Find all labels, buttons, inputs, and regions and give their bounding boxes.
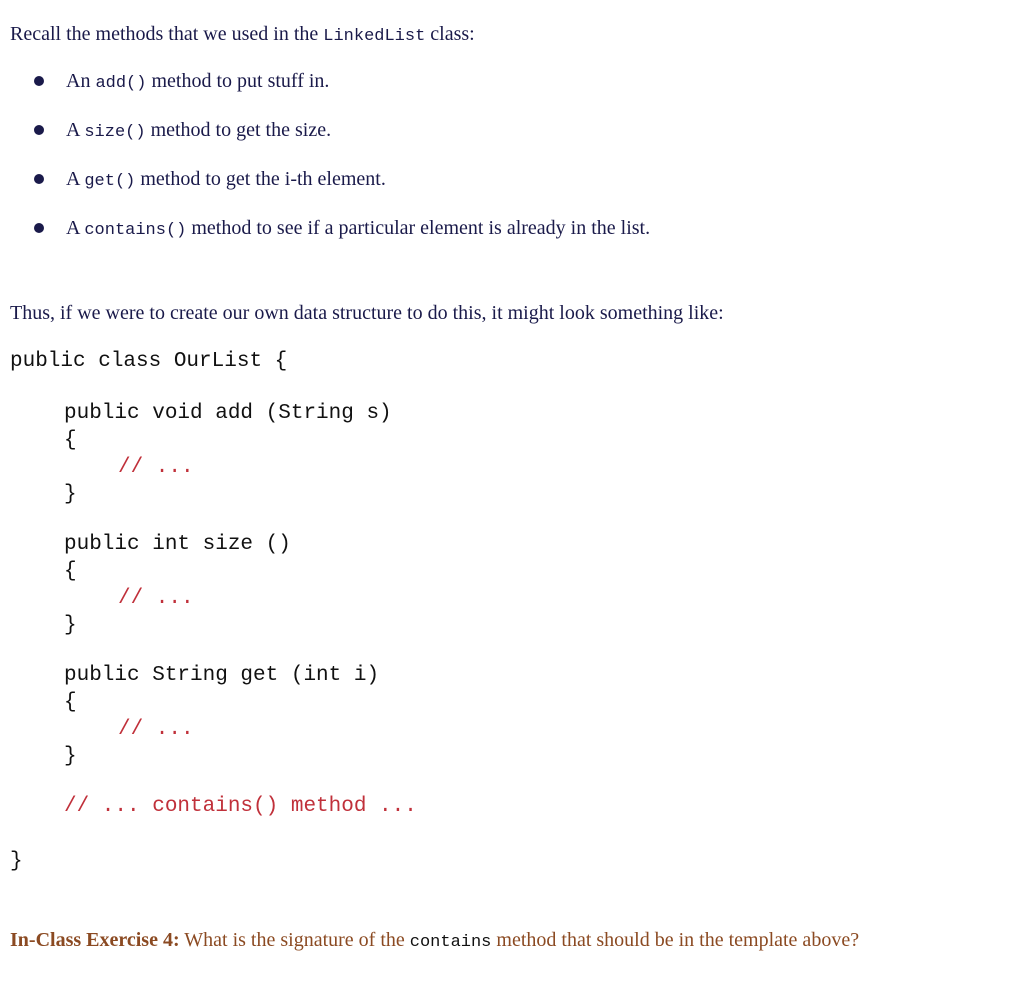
code-comment: // ...	[118, 718, 194, 741]
method-text-before: A	[66, 217, 85, 239]
thus-paragraph: Thus, if we were to create our own data structure to do this, it might look something like:	[10, 302, 724, 324]
code-close-brace: }	[64, 745, 77, 768]
method-text-before: A	[66, 168, 85, 190]
exercise-paragraph	[10, 926, 859, 957]
intro-code-linkedlist: LinkedList	[323, 27, 426, 46]
exercise-label: In-Class Exercise 4:	[10, 929, 180, 951]
method-text-before: A	[66, 119, 85, 141]
code-class-close-brace: }	[10, 850, 23, 873]
code-close-brace: }	[64, 614, 77, 637]
code-get-signature: public String get (int i)	[64, 664, 380, 687]
method-code: contains()	[84, 221, 187, 240]
method-text-after: method to get the i-th element.	[135, 168, 386, 190]
code-comment: // ...	[118, 456, 194, 479]
method-code: size()	[84, 123, 146, 142]
method-text-after: method to see if a particular element is already in the list.	[186, 217, 651, 239]
method-text-after: method to put stuff in.	[146, 70, 330, 92]
code-open-brace: {	[64, 691, 77, 714]
code-open-brace: {	[64, 560, 77, 583]
intro-text-before: Recall the methods that we used in the	[10, 23, 324, 45]
code-open-brace: {	[64, 429, 77, 452]
code-add-signature: public void add (String s)	[64, 402, 392, 425]
code-class-declaration: public class OurList {	[10, 350, 288, 373]
code-comment: // ...	[118, 587, 194, 610]
code-contains-comment: // ... contains() method ...	[64, 795, 417, 818]
method-code: get()	[84, 172, 136, 191]
method-text-before: An	[66, 70, 96, 92]
exercise-text-after: method that should be in the template above?	[491, 929, 860, 951]
method-code: add()	[95, 74, 147, 93]
code-size-signature: public int size ()	[64, 533, 291, 556]
intro-text-after: class:	[425, 23, 475, 45]
exercise-text-before: What is the signature of the	[179, 929, 410, 951]
exercise-code-contains: contains	[409, 933, 492, 952]
code-close-brace: }	[64, 483, 77, 506]
method-text-after: method to get the size.	[145, 119, 332, 141]
